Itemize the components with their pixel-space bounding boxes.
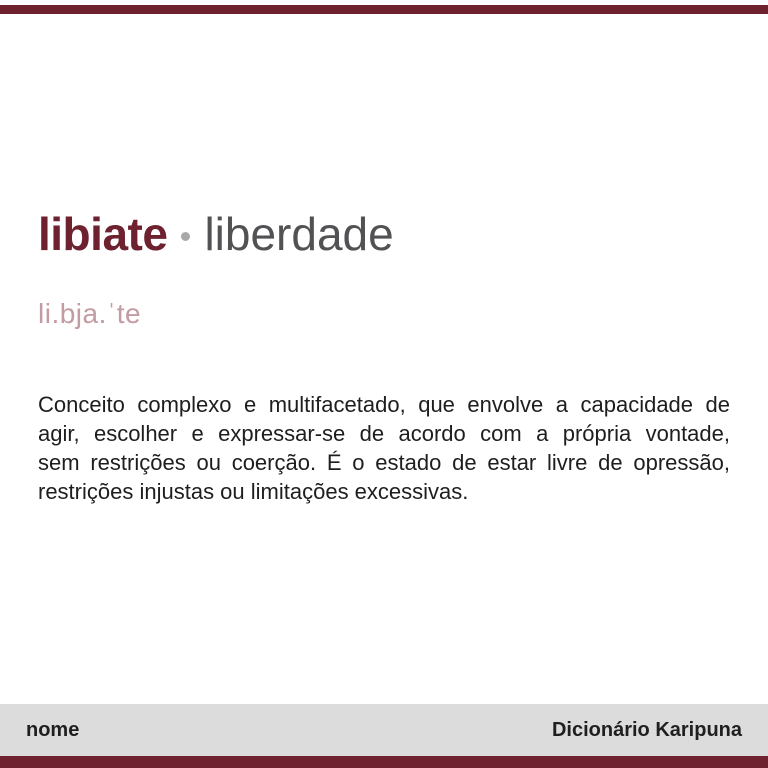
entry-headline [38, 209, 394, 261]
translation: liberdade [204, 208, 394, 260]
pronunciation: li.bja.ˈte [38, 298, 142, 329]
definition-line: agir, escolher e expressar-se de acordo com a própria vontade, [38, 421, 730, 446]
definition-line: sem restrições ou coerção. É o estado de estar livre de opressão, [38, 450, 730, 475]
separator-dot-icon [181, 232, 190, 241]
definition-line: restrições injustas ou limitações excessivas. [38, 479, 469, 504]
footer-band [0, 704, 768, 756]
top-accent-bar [0, 5, 768, 14]
word-class-label: nome [26, 718, 80, 741]
definition-paragraph [38, 390, 730, 506]
bottom-accent-bar [0, 756, 768, 768]
headword: libiate [38, 208, 168, 260]
dictionary-source-label: Dicionário Karipuna [551, 718, 742, 741]
definition-line: Conceito complexo e multifacetado, que envolve a capacidade de [38, 392, 730, 417]
